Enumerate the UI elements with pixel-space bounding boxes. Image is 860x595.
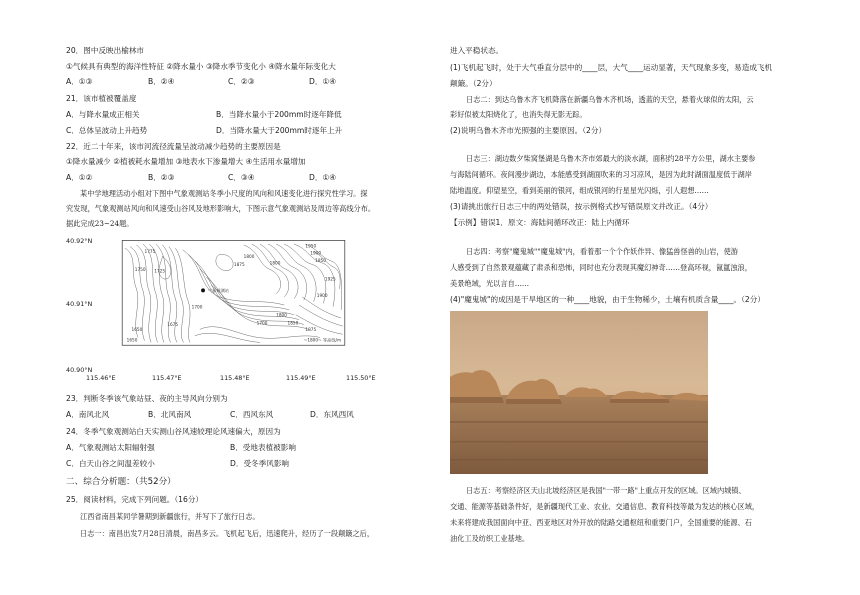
log5-line-4: 油化工及纺织工业基地。: [450, 534, 530, 543]
contour-label-1900: 1900: [310, 250, 322, 256]
log5-line-3: 未来将建成我国面向中亚、西亚地区对外开放的陆路交通枢纽和重要门户，全国重要的能源、石: [450, 518, 752, 527]
q23-option-a[interactable]: A．南风北风: [66, 410, 110, 419]
map-lat-label-bottom: 40.90°N: [66, 366, 93, 374]
contour-label-1725: 1725: [154, 268, 166, 274]
q24-option-d[interactable]: D．受冬季风影响: [230, 459, 290, 468]
q24-option-b[interactable]: B．受地表植被影响: [230, 443, 296, 452]
q21-option-d[interactable]: D．当降水量大于200mm时逐年上升: [216, 126, 343, 135]
q25-stem: 25．阅读材料，完成下列问题。（16分）: [66, 495, 204, 504]
q22-option-d[interactable]: D．①④: [309, 173, 337, 182]
log1-continuation: 进入平稳状态。: [450, 46, 504, 55]
contour-label-1750: 1750: [134, 266, 146, 272]
q22-option-c[interactable]: C．③④: [228, 173, 255, 182]
q21-option-b[interactable]: B．当降水量小于200mm时逐年降低: [216, 110, 342, 119]
contour-map: [96, 240, 371, 370]
q21-option-a[interactable]: A．与降水量成正相关: [66, 110, 140, 119]
q23-option-d[interactable]: D．东风西风: [310, 410, 354, 419]
q23-option-c[interactable]: C．西风东风: [230, 410, 274, 419]
map-lon-label-1: 115.46°E: [86, 374, 116, 382]
q20-stem: 20．图中反映出榆林市: [66, 46, 145, 55]
q20-option-b[interactable]: B．②④: [148, 77, 175, 86]
log3-line-2: 与海陆间循环。夜间漫步湖边，本能感受到湖面吹来的习习凉风，是因为此时湖面温度低于湖岸: [450, 170, 752, 179]
q21-option-c[interactable]: C．总体呈波动上升趋势: [66, 126, 148, 135]
contour-label-1650: 1650: [131, 327, 143, 332]
q25-intro: 江西省南昌某同学暑期到新疆旅行，并写下了旅行日志。: [80, 512, 260, 521]
q24-stem: 24．冬季气象观测站白天实测山谷风速较理论风速偏大，原因为: [66, 427, 281, 436]
log5-line-2: 交通、能源等基础条件好，是新疆现代工业、农业、交通信息、教育科技等最为发达的核心区域，: [450, 502, 760, 511]
q22-stem: 22．近二十年来，该市河流径流量呈波动减少趋势的主要原因是: [66, 142, 281, 151]
intro-line-3: 据此完成23~24题。: [66, 219, 134, 228]
p1-line-2: 颠簸。（2分）: [450, 79, 497, 88]
q22-option-b[interactable]: B．②③: [148, 173, 175, 182]
yardang-landform-photo: [450, 311, 708, 474]
q20-option-a[interactable]: A．①③: [66, 77, 93, 86]
intro-line-1: 某中学地理活动小组对下图中气象观测站冬季小尺度的风向和风速变化进行探究性学习。探: [80, 189, 368, 198]
map-lon-label-5: 115.50°E: [346, 374, 376, 382]
map-lon-label-2: 115.47°E: [152, 374, 182, 382]
intro-line-2: 究发现，气象观测站风向和风速受山谷风及地形影响大，下图示意气象观测站及周边等高线分布。: [66, 204, 376, 213]
q22-option-a[interactable]: A．①②: [66, 173, 93, 182]
contour-label-1850b: 1850: [287, 320, 299, 326]
contour-label-1875: 1875: [233, 262, 245, 267]
contour-label-1675: 1675: [167, 322, 179, 328]
log3-line-3: 陆地温度。仰望星空，看到美丽的银河，组成银河的行星星光闪烁，引人遐想……: [450, 186, 709, 195]
station-marker: [201, 288, 205, 292]
contour-label-1925: 1925: [324, 276, 336, 282]
q24-option-c[interactable]: C．白天山谷之间温差较小: [66, 459, 155, 468]
contour-label-1800b: 1800: [243, 253, 255, 259]
contour-label-1700: 1700: [191, 304, 203, 310]
map-lat-label-mid: 40.91°N: [66, 300, 93, 308]
log2-line-2: 彩好似被太阳烧化了，也消失得无影无踪。: [450, 110, 587, 119]
contour-label-1800: 1800: [269, 260, 281, 266]
log4-line-3: 美景绝域，光以言自……: [450, 279, 530, 288]
contour-label-1875b: 1875: [305, 327, 317, 332]
log5-line-1: 日志五：考察经济区天山北坡经济区是我国"一带一路"上重点开发的区域。区域内城镇、: [466, 486, 746, 495]
map-lon-label-3: 115.48°E: [220, 374, 250, 382]
contour-label-1850: 1850: [315, 257, 326, 263]
log3-line-1: 日志三：湖边数夕柴窝堡湖是乌鲁木齐市郊最大的淡水湖，面积约28平方公里，湖水主要参: [466, 154, 756, 163]
p4-question: (4)"魔鬼城"的成因是干旱地区的一种____地貌，由于生物稀少，土壤有机质含量____。（2分）: [450, 295, 765, 304]
q24-option-a[interactable]: A．气象观测站太阳辐射强: [66, 443, 155, 452]
q20-option-c[interactable]: C．②③: [228, 77, 255, 86]
q20-option-d[interactable]: D．①④: [309, 77, 337, 86]
section-2-title: 二、综合分析题：（共52分）: [66, 477, 176, 487]
map-lon-label-4: 115.49°E: [286, 374, 316, 382]
contour-label-1800c: 1800: [276, 312, 287, 318]
contour-label-1775: 1775: [144, 249, 156, 254]
contour-label-1900b: 1900: [316, 292, 328, 298]
q23-stem: 23．判断冬季该气象站昼、夜的主导风向分别为: [66, 394, 228, 403]
q20-statements: ①气候具有典型的海洋性特征 ②降水量小 ③降水季节变化小 ④降水量年际变化大: [66, 62, 336, 71]
p3-question: (3)请挑出旅行日志三中的两处错误，按示例格式抄写错误原文并改正。（4分）: [450, 202, 713, 211]
contour-label-1650b: 1650: [126, 337, 138, 343]
q23-option-b[interactable]: B．北风南风: [148, 410, 192, 419]
map-legend: ~1800~ 等高线/m: [303, 337, 342, 343]
log1-line: 日志一：南昌出发7月28日清晨，南昌多云。飞机起飞后，迅速爬升，经历了一段颠簸之后，: [80, 529, 375, 538]
map-lat-label-top: 40.92°N: [66, 237, 93, 245]
p3-example: 【示例】错误1．原文：海陆间循环改正：陆上内循环: [450, 218, 630, 227]
q22-statements: ①降水量减少 ②植被耗水量增加 ③地表水下渗量增大 ④生活用水量增加: [66, 157, 306, 166]
p2-question: (2)说明乌鲁木齐市光照强的主要原因。（2分）: [450, 126, 607, 135]
p1-line-1: (1)飞机起飞时，处于大气垂直分层中的____层，大气____运动显著，天气现象多变，易造成飞机: [450, 63, 773, 72]
contour-label-1700b: 1700: [256, 320, 268, 326]
log2-line-1: 日志二：到达乌鲁木齐飞机降落在新疆乌鲁木齐机场，透蓝的天空，悬着火球似的太阳，云: [466, 95, 754, 104]
contour-label-1950: 1950: [305, 243, 317, 249]
log4-line-2: 人感受到了自然景观蕴藏了肃杀和恐怖，同时也充分表现其魔幻神奇……登高环视，氤氲浊浪，: [450, 263, 752, 272]
q21-stem: 21．该市植被覆盖度: [66, 94, 137, 103]
log4-line-1: 日志四：考察"魔鬼城""魔鬼城"内，看着那一个个作妖作异、像猛兽怪兽的山岩，使游: [466, 247, 738, 256]
station-label: 气象观测站: [207, 288, 230, 293]
